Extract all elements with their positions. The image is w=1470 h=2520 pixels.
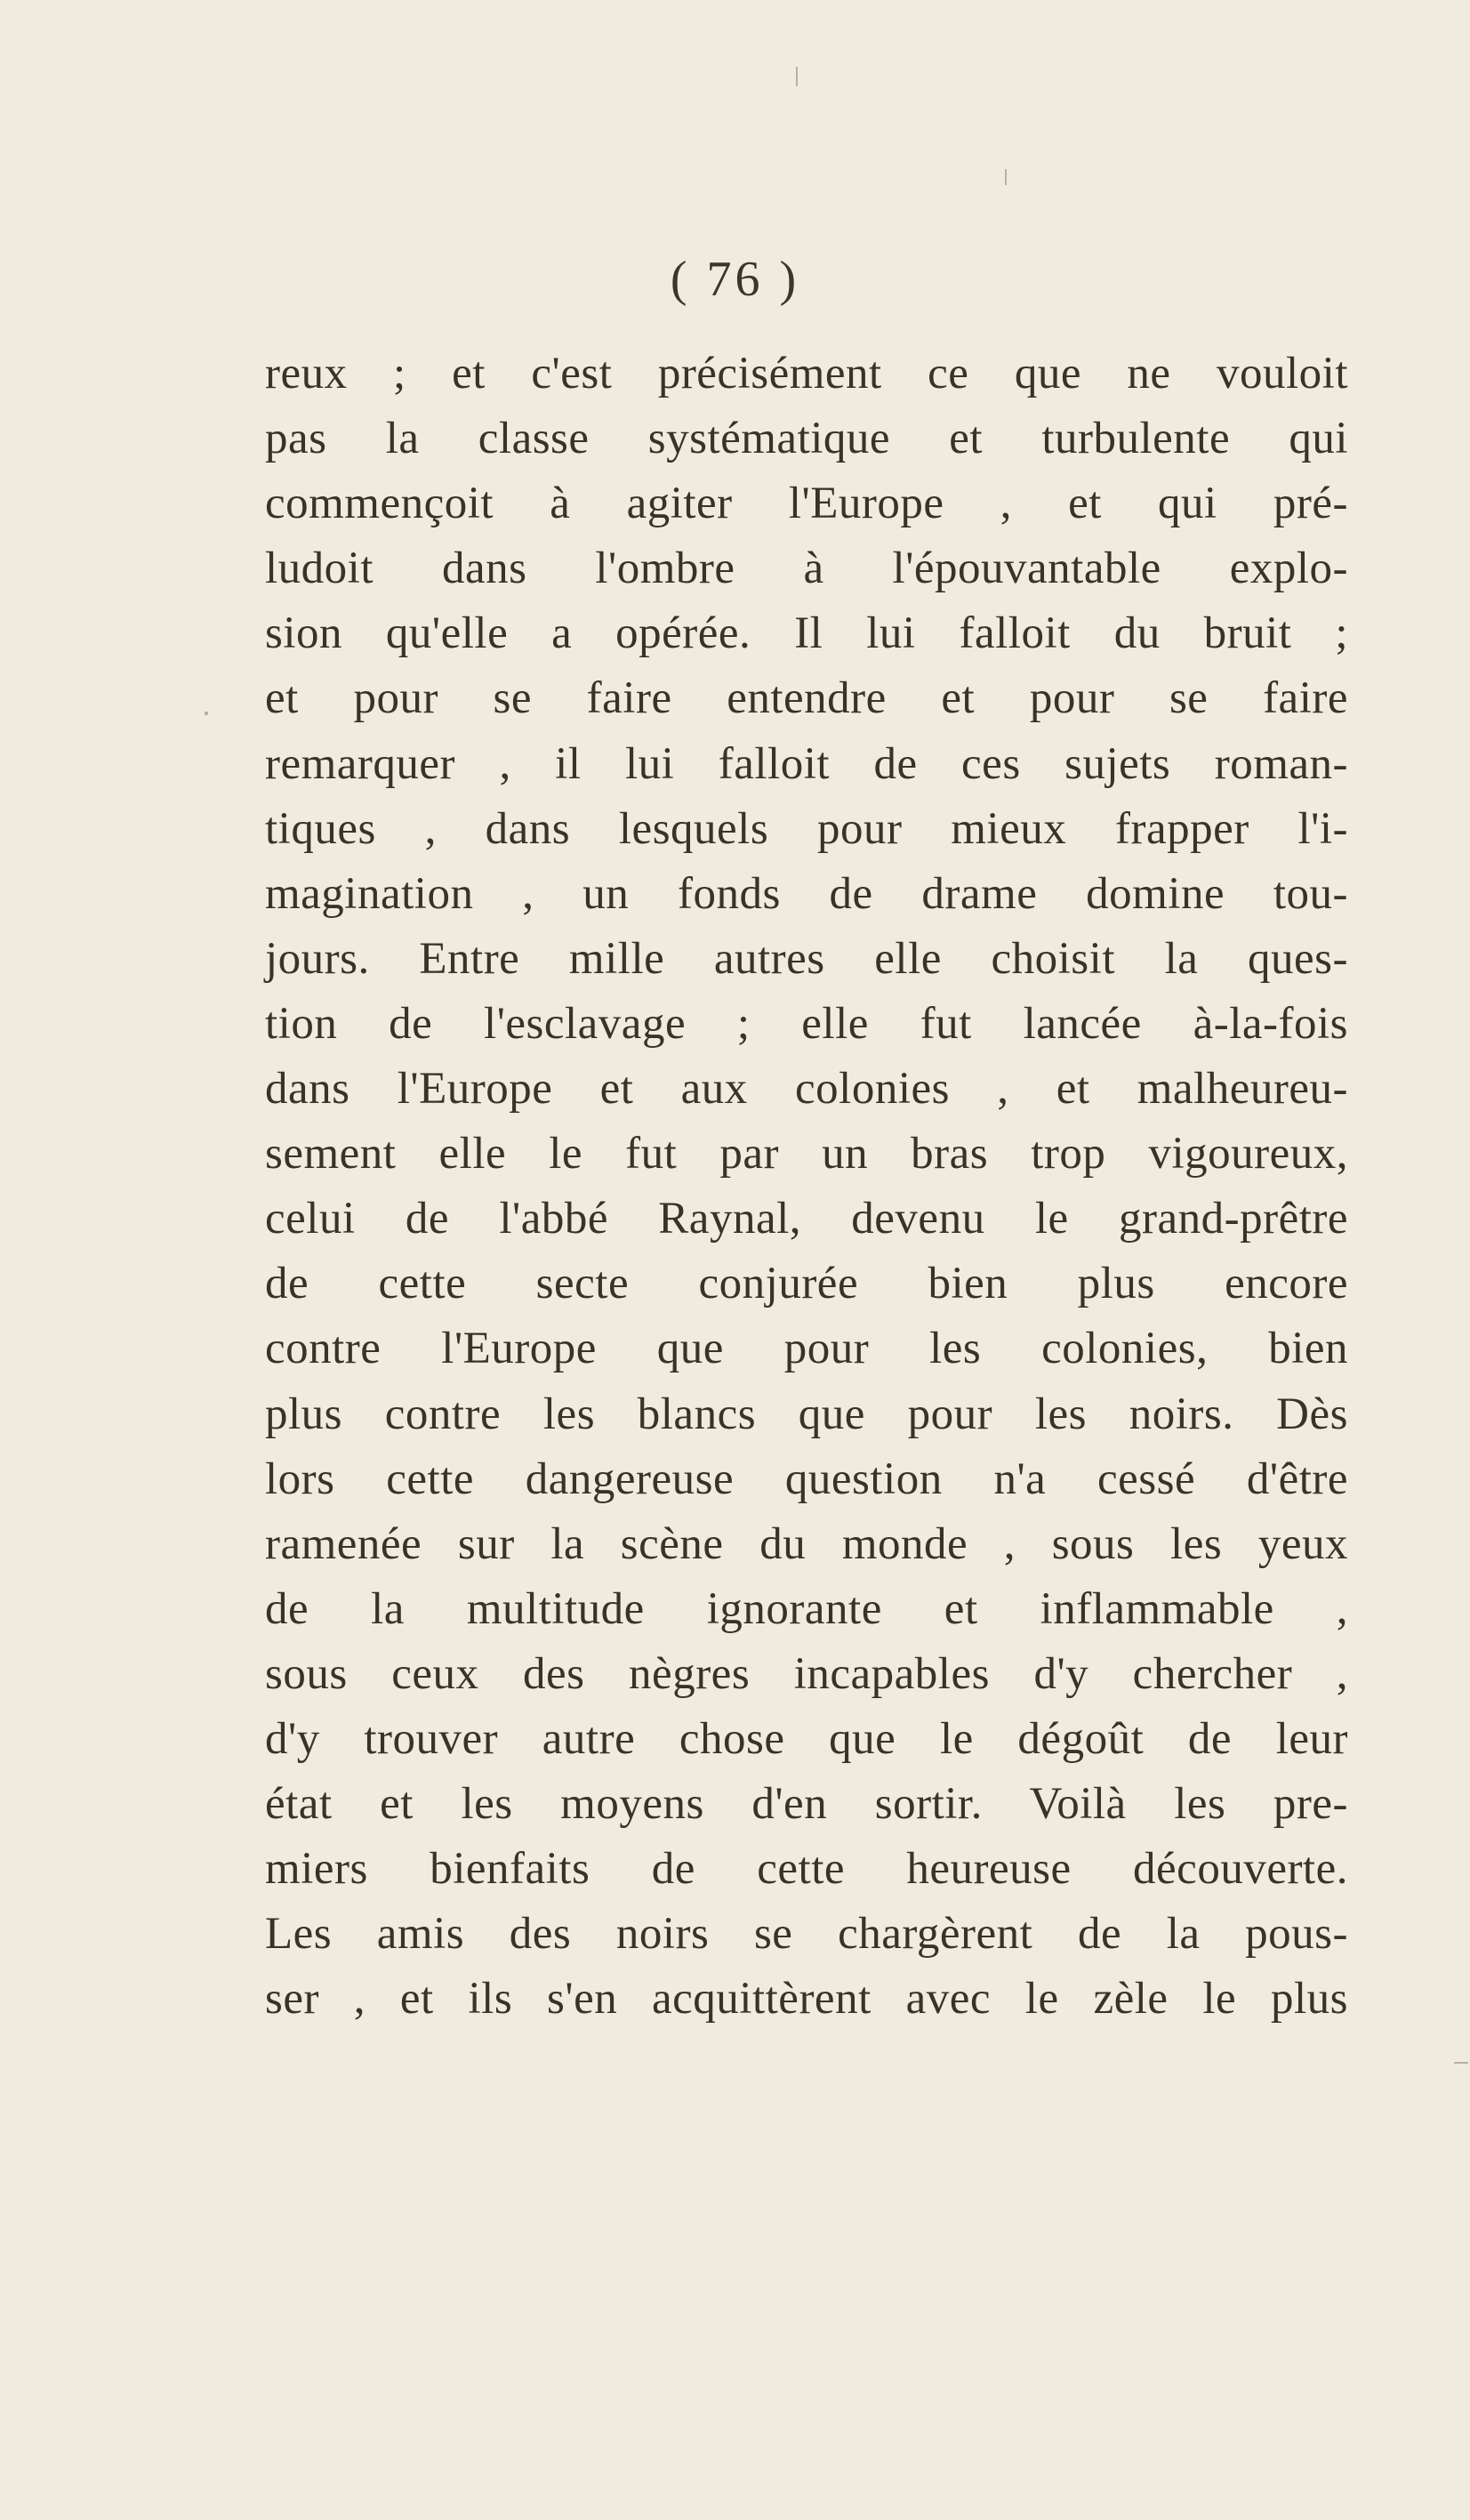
text-line [265, 601, 1348, 666]
body-text [265, 342, 1348, 2032]
text-line-content: Les amis des noirs se chargèrent de la pous- [265, 1909, 1348, 1960]
text-line [265, 536, 1348, 601]
text-line-content: sement elle le fut par un bras trop vigoureux, [265, 1129, 1348, 1179]
text-line-content: remarquer , il lui falloit de ces sujets roman- [265, 738, 1348, 789]
text-line [265, 1382, 1348, 1447]
text-line [265, 1447, 1348, 1512]
text-line-content: commençoit à agiter l'Europe , et qui pré- [265, 479, 1348, 529]
text-line-content: tiques , dans lesquels pour mieux frapper l'i- [265, 803, 1348, 854]
text-line-content: reux ; et c'est précisément ce que ne vouloit [265, 349, 1348, 399]
text-line-content: celui de l'abbé Raynal, devenu le grand-prêtre [265, 1194, 1348, 1244]
text-line [265, 666, 1348, 731]
paper-blemish [205, 712, 208, 715]
text-line [265, 1122, 1348, 1187]
text-line [265, 1057, 1348, 1122]
text-line-content: ser , et ils s'en acquittèrent avec le zèle le plus [265, 1974, 1348, 2025]
text-line-content: magination , un fonds de drame domine tou- [265, 868, 1348, 919]
paper-blemish [1005, 169, 1007, 185]
text-line-content: de cette secte conjurée bien plus encore [265, 1259, 1348, 1309]
text-line [265, 1642, 1348, 1707]
text-line [265, 1772, 1348, 1837]
text-line-content: d'y trouver autre chose que le dégoût de leur [265, 1713, 1348, 1764]
text-line-content: pas la classe systématique et turbulente qui [265, 414, 1348, 464]
text-line-content: jours. Entre mille autres elle choisit la ques- [265, 933, 1348, 984]
text-line-content: tion de l'esclavage ; elle fut lancée à-la-fois [265, 998, 1348, 1049]
paper-blemish [796, 67, 798, 86]
text-line [265, 1252, 1348, 1316]
text-line [265, 927, 1348, 992]
text-line [265, 342, 1348, 407]
text-line-content: sion qu'elle a opérée. Il lui falloit du bruit ; [265, 608, 1348, 659]
text-line-content: miers bienfaits de cette heureuse découverte. [265, 1844, 1348, 1895]
text-line-content: de la multitude ignorante et inflammable , [265, 1583, 1348, 1634]
text-line-content: sous ceux des nègres incapables d'y chercher , [265, 1648, 1348, 1699]
text-line-content: plus contre les blancs que pour les noirs. Dès [265, 1389, 1348, 1439]
text-line [265, 732, 1348, 797]
text-line [265, 1967, 1348, 2032]
text-line [265, 1707, 1348, 1772]
text-line-content: état et les moyens d'en sortir. Voilà les pre- [265, 1779, 1348, 1830]
page-number: ( 76 ) [670, 252, 800, 307]
text-line-content: ramenée sur la scène du monde , sous les yeux [265, 1518, 1348, 1569]
text-line-content: contre l'Europe que pour les colonies, bien [265, 1324, 1348, 1374]
text-line-content: lors cette dangereuse question n'a cessé d'être [265, 1453, 1348, 1504]
text-line [265, 992, 1348, 1057]
text-line-content: et pour se faire entendre et pour se faire [265, 673, 1348, 724]
text-line [265, 1512, 1348, 1577]
text-line [265, 471, 1348, 536]
text-line [265, 1837, 1348, 1902]
text-line-content: dans l'Europe et aux colonies , et malheureu- [265, 1064, 1348, 1115]
text-line-content: ludoit dans l'ombre à l'épouvantable explo- [265, 543, 1348, 594]
text-line [265, 1187, 1348, 1252]
text-line [265, 1902, 1348, 1967]
paper-blemish [1454, 2062, 1468, 2064]
text-line [265, 407, 1348, 471]
text-line [265, 1316, 1348, 1381]
text-line [265, 1577, 1348, 1642]
text-line [265, 862, 1348, 927]
text-line [265, 797, 1348, 862]
